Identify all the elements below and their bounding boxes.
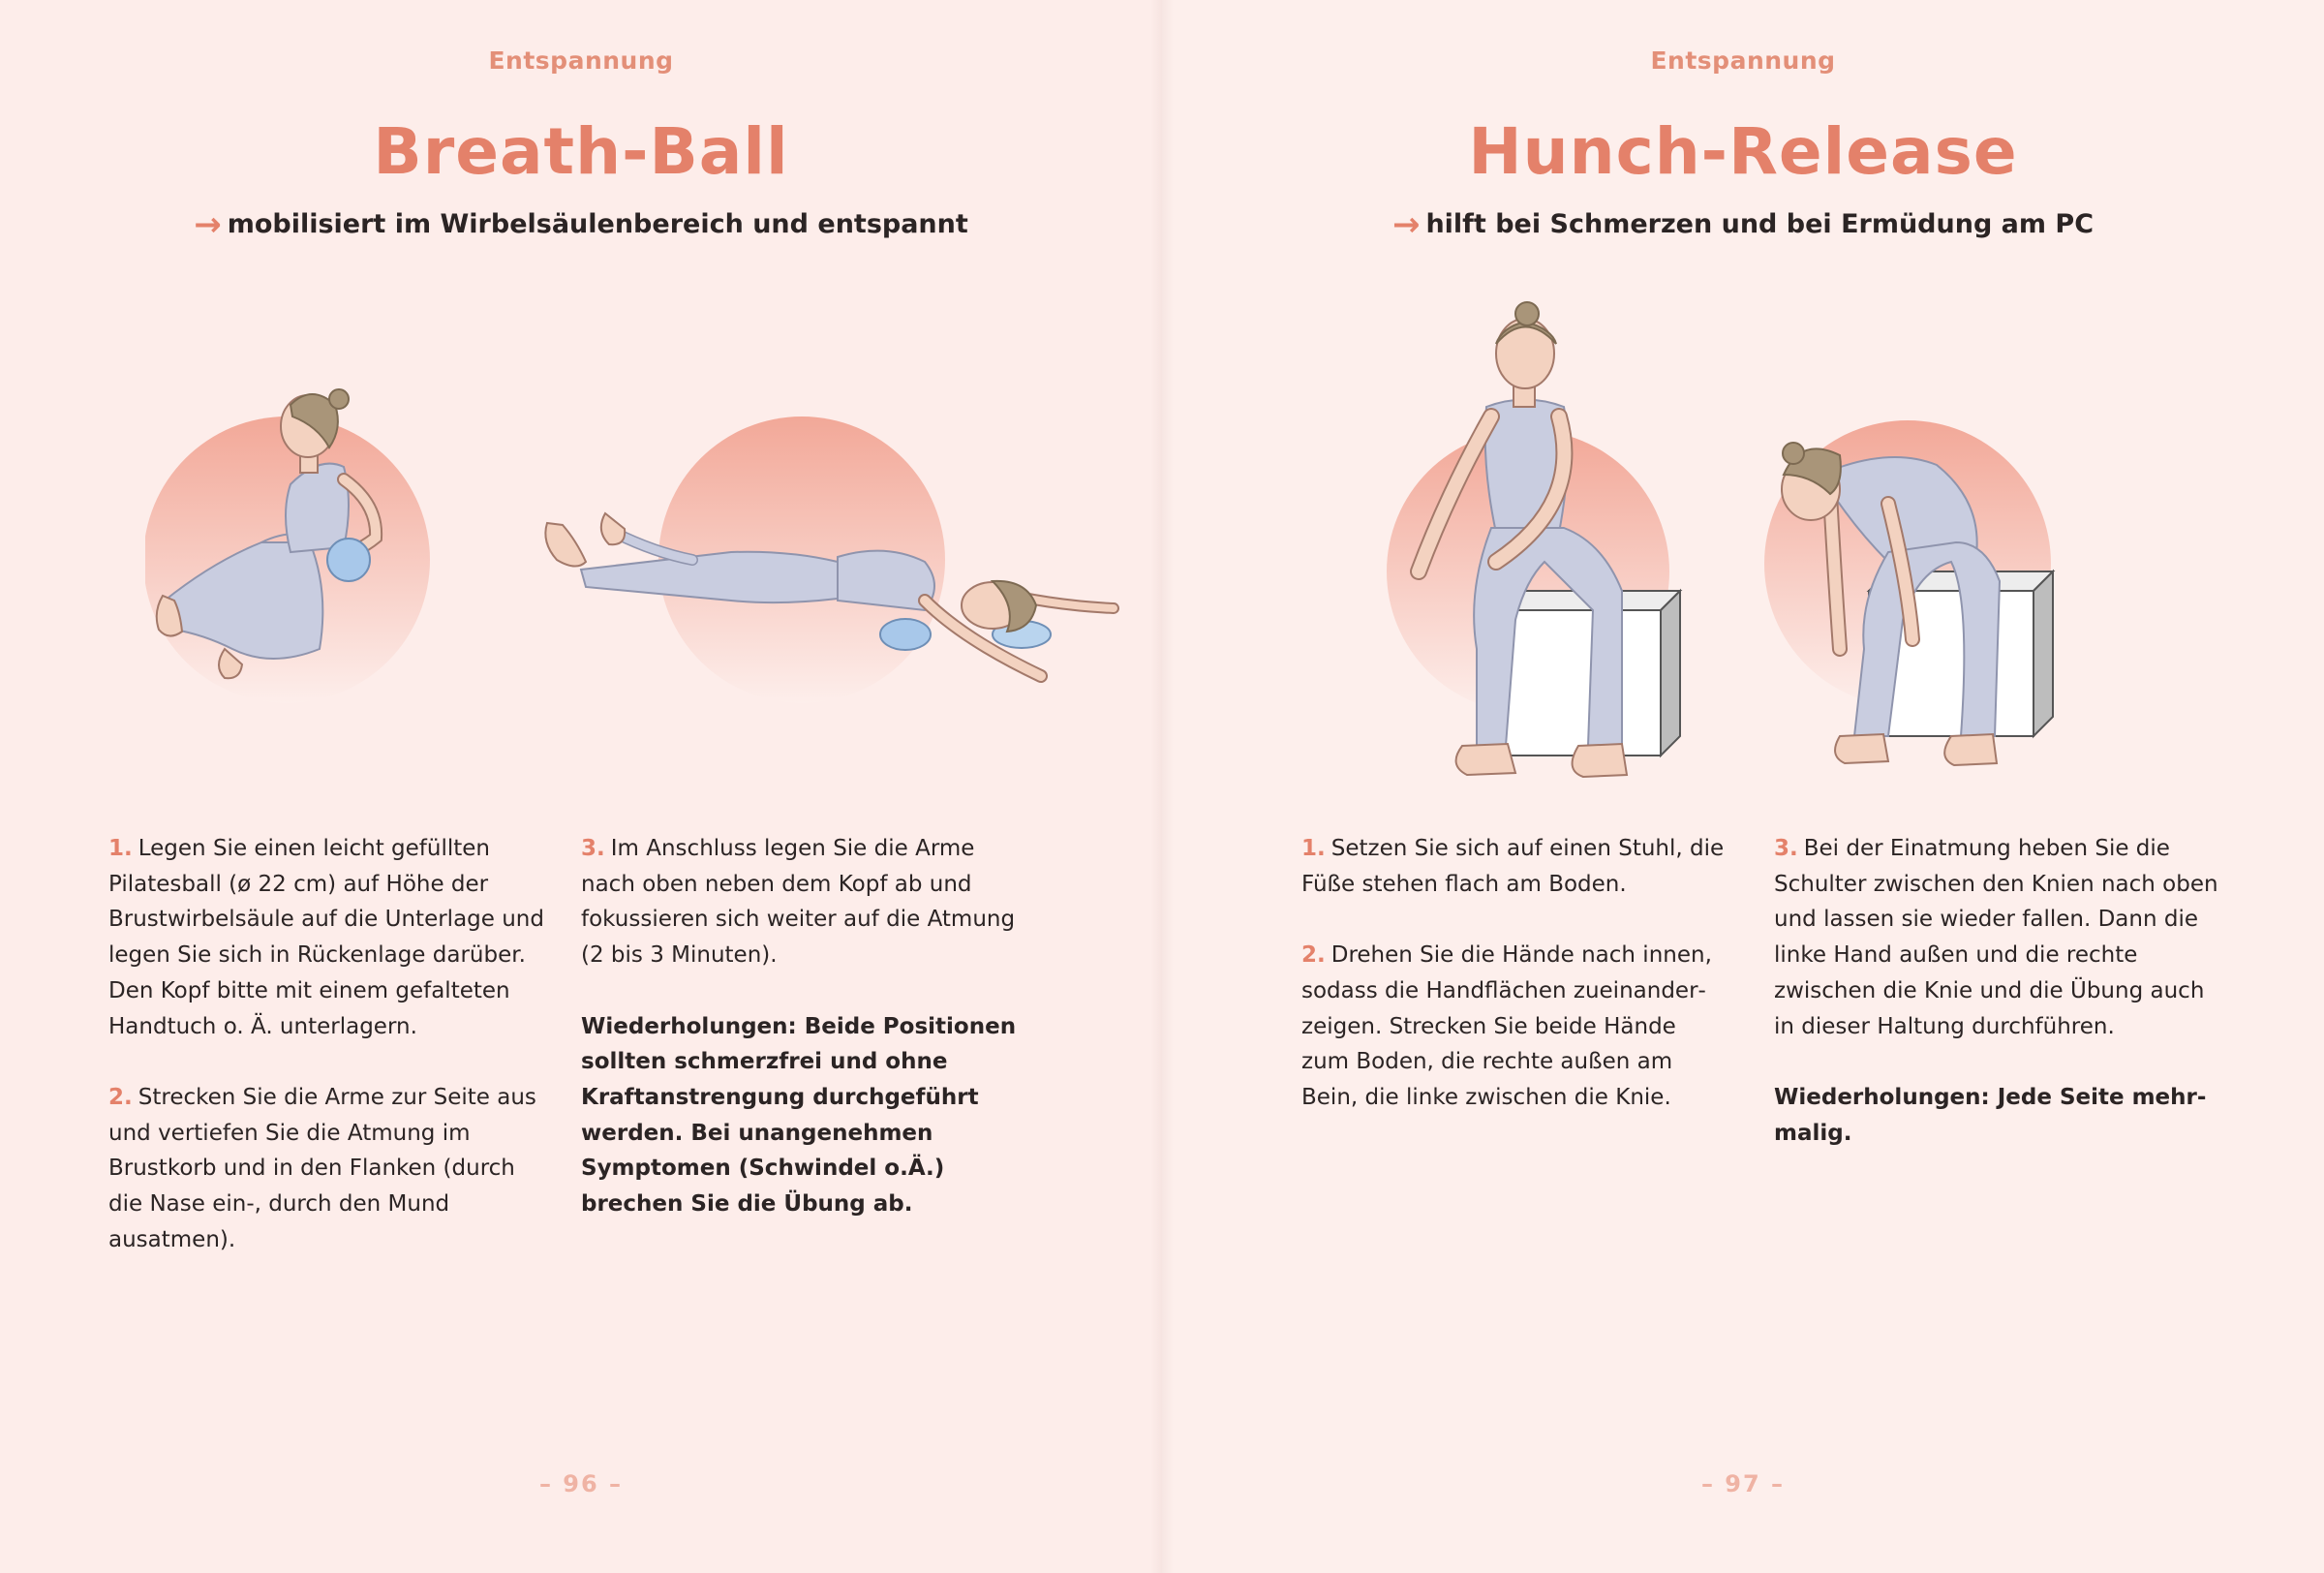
cube-front (1496, 610, 1661, 756)
repetitions (1774, 1080, 2229, 1151)
section-label: Entspannung (488, 46, 674, 75)
step-text: Setzen Sie sich auf einen Stuhl, die Füße stehen flach am Boden. (1301, 836, 1725, 897)
repetitions-label: Wiederholungen: (581, 1013, 797, 1039)
step-3 (1774, 831, 2229, 1044)
step-1 (1301, 831, 1728, 902)
page-right (1162, 0, 2324, 1573)
step-text: Bei der Einatmung heben Sie die Schulter zwischen den Knien nach oben und lassen sie wieder fallen. Dann die linke Hand außen und die rechte zwischen die Knie und die Übung auch in dieser Haltung durchführen. (1774, 836, 2218, 1039)
pilates-ball (880, 619, 931, 650)
repetitions-text: Beide Positionen sollten schmerzfrei und ohne Kraftanstrengung durchgeführt werden. Bei unangenehmen Symptomen (Schwindel o.Ä.) brechen Sie die Übung ab. (581, 1013, 1017, 1218)
repetitions-label: Wiederholungen: (1774, 1084, 1990, 1110)
arrow-icon: → (1391, 205, 1421, 244)
illustration-seated-cube-bent (1743, 416, 2063, 804)
exercise-subtitle (1162, 205, 2324, 244)
exercise-title: Hunch-Release (1468, 114, 2018, 189)
instructions-column-2 (1774, 831, 2229, 1187)
step-number: 1. (108, 836, 133, 861)
subtitle-text: mobilisiert im Wirbelsäulenbereich und entspannt (227, 209, 968, 239)
step-number: 3. (581, 836, 605, 861)
step-text: Legen Sie einen leicht gefüllten Pilatesball (ø 22 cm) auf Höhe der Brustwirbelsäule auf die Unterlage und legen Sie sich in Rückenlage darüber. Den Kopf bitte mit einem gefalteten Handtuch o. Ä. unterlagern. (108, 836, 544, 1039)
illustration-seated-cube-upright (1380, 300, 1699, 814)
step-1 (108, 831, 544, 1044)
instructions-column-1 (1301, 831, 1728, 1151)
step-number: 2. (108, 1084, 133, 1110)
instructions-column-1 (108, 831, 544, 1293)
instructions-column-2 (581, 831, 1017, 1257)
repetitions (581, 1009, 1017, 1222)
step-number: 3. (1774, 836, 1798, 861)
page-number: – 96 – (538, 1470, 624, 1497)
exercise-subtitle (0, 205, 1162, 244)
book-gutter (1150, 0, 1174, 1573)
illustration-lying-ball (537, 416, 1138, 717)
section-label: Entspannung (1650, 46, 1836, 75)
step-number: 2. (1301, 942, 1326, 969)
step-text: Strecken Sie die Arme zur Seite aus und vertiefen Sie die Atmung im Brustkorb und in den Flanken (durch die Nase ein-, durch den Mund ausatmen). (108, 1084, 536, 1252)
step-text: Drehen Sie die Hände nach innen, sodass die Handflächen zueinanderzeigen. Strecken Sie beide Hände zum Boden, die rechte außen am Bein, die linke zwischen die Knie. (1301, 942, 1712, 1110)
subtitle-text: hilft bei Schmerzen und bei Ermüdung am PC (1425, 209, 2095, 239)
pilates-ball (327, 539, 370, 581)
cube-side (1661, 591, 1680, 756)
step-2 (1301, 938, 1728, 1116)
step-2 (108, 1080, 544, 1258)
step-number: 1. (1301, 836, 1326, 861)
cube-side (2034, 571, 2053, 736)
page-number: – 97 – (1700, 1470, 1786, 1497)
repetitions-text: Jede Seite mehrmalig. (1774, 1084, 2207, 1146)
step-3 (581, 831, 1017, 973)
step-text: Im Anschluss legen Sie die Arme nach oben neben dem Kopf ab und fokussieren sich weiter auf die Atmung (2 bis 3 Minuten). (581, 836, 1016, 969)
illustration-seated-ball (145, 358, 494, 707)
arrow-icon: → (194, 205, 222, 244)
exercise-title: Breath-Ball (373, 114, 789, 189)
